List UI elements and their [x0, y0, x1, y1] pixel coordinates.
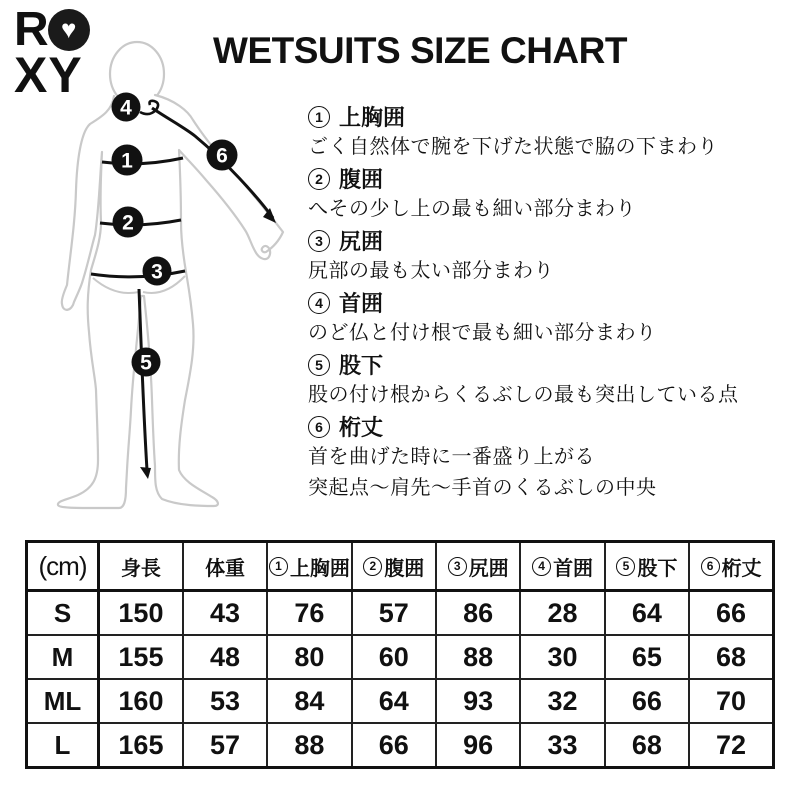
- circled-number-2: 2: [363, 557, 382, 576]
- size-cell: 88: [267, 723, 351, 768]
- size-cell: 66: [689, 591, 773, 636]
- body-diagram-svg: [45, 40, 300, 545]
- table-header-chest: [267, 542, 351, 591]
- measurement-guide-list: [308, 101, 778, 504]
- size-cell: 155: [99, 635, 183, 679]
- size-table-header-row: [27, 542, 774, 591]
- heart-icon: ♥: [60, 14, 77, 45]
- size-cell: 68: [605, 723, 689, 768]
- guide-item-desc: のど仏と付け根で最も細い部分まわり: [308, 322, 657, 344]
- body-measurement-diagram: [45, 40, 300, 545]
- guide-item-desc: ごく自然体で腕を下げた状態で脇の下まわり: [308, 136, 718, 158]
- header-label: 尻囲: [468, 557, 509, 580]
- guide-item-desc-line2: 突起点〜肩先〜手首のくるぶしの中央: [308, 477, 657, 499]
- size-row-label: M: [27, 635, 99, 679]
- guide-item-3: [308, 225, 778, 287]
- guide-item-1: [308, 101, 778, 163]
- guide-item-title: [308, 287, 778, 318]
- guide-item-desc: へその少し上の最も細い部分まわり: [308, 198, 636, 220]
- header-label: 股下: [637, 557, 678, 580]
- inseam-measure-arrowhead: [140, 467, 151, 479]
- guide-title-text: 上胸囲: [339, 105, 406, 130]
- logo-letter-r: R: [14, 3, 47, 56]
- circled-number-4: 4: [532, 557, 551, 576]
- circled-number-4: 4: [308, 292, 330, 314]
- guide-item-2: [308, 163, 778, 225]
- size-cell: 57: [183, 723, 267, 768]
- size-cell: 72: [689, 723, 773, 768]
- guide-item-title: [308, 163, 778, 194]
- figure-body-outline: [58, 95, 283, 508]
- circled-number-6: 6: [308, 416, 330, 438]
- size-table: [25, 540, 775, 769]
- guide-item-title: [308, 225, 778, 256]
- circled-number-5: 5: [308, 354, 330, 376]
- guide-item-title: [308, 349, 778, 380]
- size-cell: 160: [99, 679, 183, 723]
- size-cell: 65: [605, 635, 689, 679]
- guide-title-text: 尻囲: [339, 229, 384, 254]
- size-row-label: S: [27, 591, 99, 636]
- measure-point-1-number: 1: [121, 149, 133, 173]
- size-cell: 80: [267, 635, 351, 679]
- guide-item-title: [308, 411, 778, 442]
- size-cell: 165: [99, 723, 183, 768]
- size-cell: 57: [352, 591, 436, 636]
- measure-point-2-number: 2: [122, 211, 134, 235]
- circled-number-1: 1: [269, 557, 288, 576]
- measure-point-4-number: 4: [120, 96, 132, 120]
- table-header-inseam: [605, 542, 689, 591]
- size-cell: 53: [183, 679, 267, 723]
- header-label: 上胸囲: [289, 557, 350, 580]
- guide-item-title: [308, 101, 778, 132]
- guide-item-5: [308, 349, 778, 411]
- guide-item-desc: 首を曲げた時に一番盛り上がる: [308, 446, 595, 468]
- guide-item-desc: 尻部の最も太い部分まわり: [308, 260, 554, 282]
- page-title: WETSUITS SIZE CHART: [213, 30, 627, 71]
- size-cell: 88: [436, 635, 520, 679]
- circled-number-5: 5: [616, 557, 635, 576]
- guide-title-text: 桁丈: [339, 415, 384, 440]
- table-header-height: 身長: [99, 542, 183, 591]
- size-cell: 60: [352, 635, 436, 679]
- measure-point-5-number: 5: [140, 351, 152, 375]
- size-cell: 33: [520, 723, 604, 768]
- table-header-sleeve: [689, 542, 773, 591]
- table-header-unit: (cm): [27, 542, 99, 591]
- table-row-l: [27, 723, 774, 768]
- table-header-weight: 体重: [183, 542, 267, 591]
- size-row-label: L: [27, 723, 99, 768]
- size-cell: 84: [267, 679, 351, 723]
- circled-number-1: 1: [308, 106, 330, 128]
- measure-point-6-number: 6: [216, 144, 228, 168]
- size-row-label: ML: [27, 679, 99, 723]
- table-row-ml: [27, 679, 774, 723]
- guide-item-desc: 股の付け根からくるぶしの最も突出している点: [308, 384, 739, 406]
- table-header-hip: [436, 542, 520, 591]
- header-label: 桁丈: [721, 557, 762, 580]
- size-cell: 76: [267, 591, 351, 636]
- guide-title-text: 首囲: [339, 291, 384, 316]
- size-cell: 64: [352, 679, 436, 723]
- size-cell: 30: [520, 635, 604, 679]
- circled-number-6: 6: [701, 557, 720, 576]
- size-cell: 32: [520, 679, 604, 723]
- table-header-waist: [352, 542, 436, 591]
- header-label: 首囲: [553, 557, 594, 580]
- table-header-neck: [520, 542, 604, 591]
- header-label: 腹囲: [384, 557, 425, 580]
- size-cell: 28: [520, 591, 604, 636]
- size-cell: 68: [689, 635, 773, 679]
- guide-item-6: [308, 411, 778, 504]
- size-cell: 150: [99, 591, 183, 636]
- size-cell: 43: [183, 591, 267, 636]
- guide-item-4: [308, 287, 778, 349]
- size-cell: 66: [352, 723, 436, 768]
- circled-number-3: 3: [308, 230, 330, 252]
- guide-title-text: 腹囲: [339, 167, 384, 192]
- size-cell: 86: [436, 591, 520, 636]
- table-row-m: [27, 635, 774, 679]
- size-cell: 66: [605, 679, 689, 723]
- measure-point-3-number: 3: [151, 260, 163, 284]
- logo-letters-xy: XY: [14, 47, 83, 104]
- guide-title-text: 股下: [339, 353, 384, 378]
- size-cell: 96: [436, 723, 520, 768]
- circled-number-2: 2: [308, 168, 330, 190]
- size-cell: 48: [183, 635, 267, 679]
- size-cell: 93: [436, 679, 520, 723]
- table-row-s: [27, 591, 774, 636]
- circled-number-3: 3: [448, 557, 467, 576]
- size-cell: 70: [689, 679, 773, 723]
- size-cell: 64: [605, 591, 689, 636]
